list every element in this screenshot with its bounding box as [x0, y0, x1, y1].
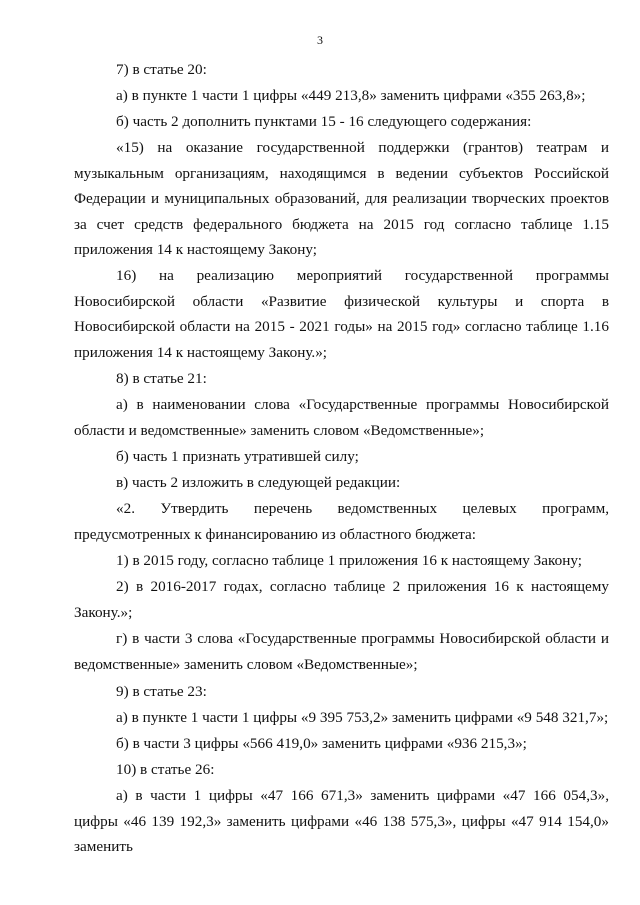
paragraph-8: 8) в статье 21:	[116, 370, 207, 387]
paragraph-7b: б) часть 2 дополнить пунктами 15 - 16 следующего содержания:	[116, 113, 532, 130]
paragraph-item-2: 2) в 2016-2017 годах, согласно таблице 2 приложения 16 к настоящему Закону.»;	[74, 578, 609, 621]
paragraph-7a: а) в пункте 1 части 1 цифры «449 213,8» заменить цифрами «355 263,8»;	[116, 87, 586, 104]
paragraph-8g: г) в части 3 слова «Государственные программы Новосибирской области и ведомственные» заменить словом «Ведомственные»;	[74, 630, 609, 673]
paragraph-9a: а) в пункте 1 части 1 цифры «9 395 753,2» заменить цифрами «9 548 321,7»;	[116, 709, 609, 726]
paragraph-9: 9) в статье 23:	[116, 683, 207, 700]
paragraph-15: «15) на оказание государственной поддержки (грантов) театрам и музыкальным организациям, находящимся в ведении субъектов Российской Федерации и муниципальных образований, для реализации творческих проектов за счет средств федерального бюджета на 2015 год согласно таблице 1.15 приложения 14 к настоящему Закону;	[74, 139, 609, 259]
paragraph-8a: а) в наименовании слова «Государственные программы Новосибирской области и ведомственные» заменить словом «Ведомственные»;	[74, 396, 609, 439]
paragraph-quote-2: «2. Утвердить перечень ведомственных целевых программ, предусмотренных к финансированию из областного бюджета:	[74, 500, 609, 543]
paragraph-9b: б) в части 3 цифры «566 419,0» заменить цифрами «936 215,3»;	[116, 735, 527, 752]
paragraph-16: 16) на реализацию мероприятий государственной программы Новосибирской области «Развитие физической культуры и спорта в Новосибирской области на 2015 - 2021 годы» на 2015 год» согласно таблице 1.16 приложения 14 к настоящему Закону.»;	[74, 267, 609, 361]
paragraph-7: 7) в статье 20:	[116, 61, 207, 78]
paragraph-item-1: 1) в 2015 году, согласно таблице 1 приложения 16 к настоящему Закону;	[116, 552, 582, 569]
paragraph-10a: а) в части 1 цифры «47 166 671,3» заменить цифрами «47 166 054,3», цифры «46 139 192,3» заменить цифрами «46 138 575,3», цифры «47 914 154,0» заменить	[74, 787, 609, 856]
paragraph-8c: в) часть 2 изложить в следующей редакции:	[116, 474, 401, 491]
paragraph-10: 10) в статье 26:	[116, 761, 215, 778]
page-number: 3	[317, 33, 323, 47]
paragraph-8b: б) часть 1 признать утратившей силу;	[116, 448, 359, 465]
